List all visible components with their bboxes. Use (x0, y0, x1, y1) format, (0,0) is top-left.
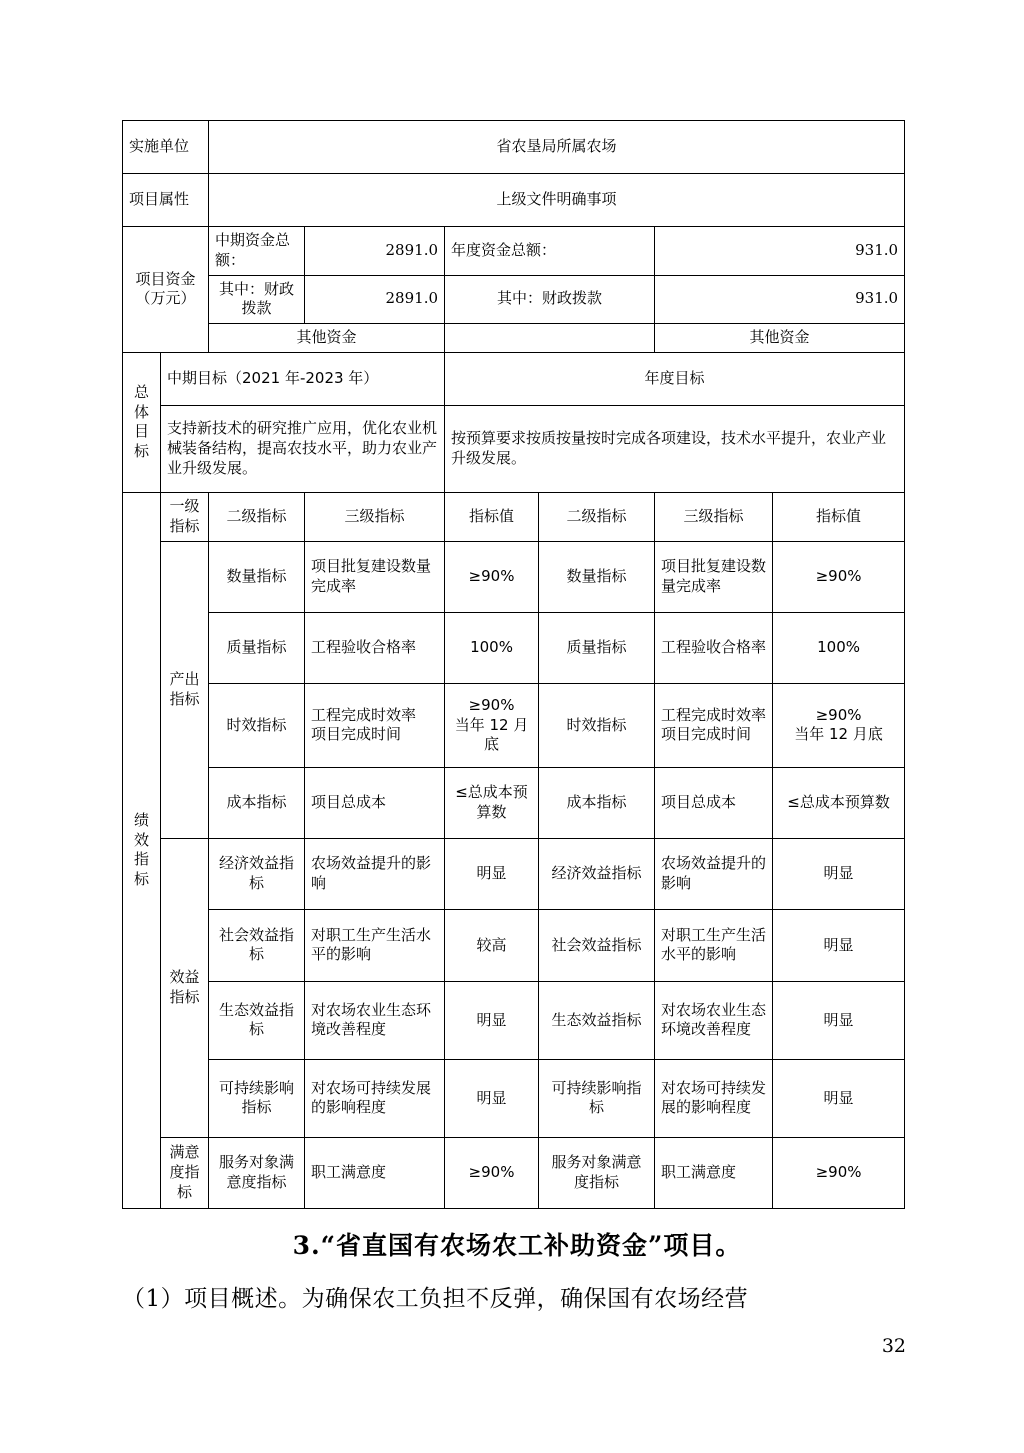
table-row (123, 612, 905, 683)
indicator-l2: 时效指标 (209, 683, 305, 767)
mid-fiscal-value: 2891.0 (305, 275, 445, 324)
attribute-value: 上级文件明确事项 (209, 174, 905, 227)
indicator-value: 明显 (445, 981, 539, 1059)
level3-header-right: 三级指标 (655, 492, 773, 541)
indicator-l2-right: 经济效益指标 (539, 838, 655, 909)
indicator-value (445, 683, 539, 767)
table-row (123, 541, 905, 612)
attribute-label: 项目属性 (123, 174, 209, 227)
performance-label: 绩 效 指 标 (123, 492, 161, 1208)
indicator-l2: 社会效益指标 (209, 909, 305, 981)
mid-other-value (445, 324, 655, 353)
level2-header: 二级指标 (209, 492, 305, 541)
table-row (123, 174, 905, 227)
indicator-l3-right: 对农场可持续发展的影响程度 (655, 1059, 773, 1137)
indicator-value: ≥90% (445, 541, 539, 612)
indicator-l3: 对农场农业生态环境改善程度 (305, 981, 445, 1059)
indicator-value-right: 明显 (773, 909, 905, 981)
satisfaction-label (161, 1137, 209, 1208)
indicator-l2-right: 生态效益指标 (539, 981, 655, 1059)
table-row (123, 275, 905, 324)
table-row (123, 683, 905, 767)
indicator-l3: 工程验收合格率 (305, 612, 445, 683)
funds-label-line1: 项目资金 (135, 269, 196, 288)
indicator-value-right: 明显 (773, 1059, 905, 1137)
table-row (123, 324, 905, 353)
benefit-label-line2: 指标 (169, 987, 200, 1006)
indicator-l3-right: 工程验收合格率 (655, 612, 773, 683)
indicator-l2: 成本指标 (209, 767, 305, 838)
table-row (123, 981, 905, 1059)
funds-label-line2: （万元） (135, 289, 196, 308)
indicator-value-right: 明显 (773, 838, 905, 909)
benefit-label-line1: 效益 (169, 968, 200, 987)
section-heading: 3.“省直国有农场农工补助资金”项目。 (292, 1231, 742, 1260)
unit-value: 省农垦局所属农场 (209, 121, 905, 174)
table-row (123, 227, 905, 276)
table-row (123, 909, 905, 981)
indicator-l2-right: 服务对象满意度指标 (539, 1137, 655, 1208)
mid-total-value: 2891.0 (305, 227, 445, 276)
output-label-line1: 产出 (169, 670, 200, 689)
indicator-l3-line1: 工程完成时效率 (311, 705, 417, 724)
indicator-l2-right: 质量指标 (539, 612, 655, 683)
indicator-l3-right-line1: 工程完成时效率 (661, 705, 767, 724)
section-paragraph: （1）项目概述。为确保农工负担不反弹，确保国有农场经营 (122, 1286, 749, 1312)
overall-goal-label: 总 体 目 标 (123, 352, 161, 492)
indicator-value: 明显 (445, 838, 539, 909)
indicator-value: ≥90% (445, 1137, 539, 1208)
year-fiscal-label: 其中：财政拨款 (445, 275, 655, 324)
indicator-l2: 生态效益指标 (209, 981, 305, 1059)
indicator-l3: 项目总成本 (305, 767, 445, 838)
indicator-l2: 服务对象满意度指标 (209, 1137, 305, 1208)
indicator-l3-right (655, 683, 773, 767)
benefit-label (161, 838, 209, 1137)
year-goal-text: 按预算要求按质按量按时完成各项建设，技术水平提升，农业产业升级发展。 (445, 405, 905, 492)
indicator-l3: 农场效益提升的影响 (305, 838, 445, 909)
table-row (123, 352, 905, 405)
indicator-l2: 可持续影响指标 (209, 1059, 305, 1137)
funds-label (123, 227, 209, 353)
indicator-l3-right: 项目总成本 (655, 767, 773, 838)
indicator-l3: 职工满意度 (305, 1137, 445, 1208)
indicator-l2: 数量指标 (209, 541, 305, 612)
satisfaction-label-line3: 标 (177, 1182, 193, 1201)
mid-total-label: 中期资金总额： (209, 227, 305, 276)
indicator-l3-right: 职工满意度 (655, 1137, 773, 1208)
indicator-l2-right: 成本指标 (539, 767, 655, 838)
table-row (123, 492, 905, 541)
year-other-label: 其他资金 (655, 324, 905, 353)
year-goal-header: 年度目标 (445, 352, 905, 405)
table-row (123, 767, 905, 838)
indicator-l3: 对农场可持续发展的影响程度 (305, 1059, 445, 1137)
table-row (123, 1137, 905, 1208)
indicator-l2: 经济效益指标 (209, 838, 305, 909)
indicator-l2-right: 社会效益指标 (539, 909, 655, 981)
table-row (123, 405, 905, 492)
indicator-value-right (773, 683, 905, 767)
indicator-value: 较高 (445, 909, 539, 981)
output-label (161, 541, 209, 838)
unit-label: 实施单位 (123, 121, 209, 174)
value-header: 指标值 (445, 492, 539, 541)
mid-goal-header: 中期目标（2021 年-2023 年） (161, 352, 445, 405)
year-fiscal-value: 931.0 (655, 275, 905, 324)
indicator-value-right: ≥90% (773, 1137, 905, 1208)
indicator-value-right-line2: 当年 12 月底 (794, 725, 883, 744)
indicator-l3-right-line2: 项目完成时间 (661, 725, 752, 744)
performance-target-table-wrapper (122, 120, 904, 1209)
satisfaction-label-line2: 度指 (169, 1163, 200, 1182)
document-body (122, 1226, 912, 1317)
satisfaction-label-line1: 满意 (169, 1143, 200, 1162)
indicator-value-right-line1: ≥90% (815, 705, 862, 724)
year-total-label: 年度资金总额： (445, 227, 655, 276)
indicator-value-line1: ≥90% (468, 695, 515, 714)
output-label-line2: 指标 (169, 689, 200, 708)
indicator-l3: 对职工生产生活水平的影响 (305, 909, 445, 981)
performance-target-table (122, 120, 905, 1209)
indicator-value-right: 100% (773, 612, 905, 683)
mid-fiscal-label: 其中：财政拨款 (209, 275, 305, 324)
indicator-value-right: 明显 (773, 981, 905, 1059)
indicator-value: 100% (445, 612, 539, 683)
page-number: 32 (881, 1335, 906, 1357)
indicator-l3-right: 项目批复建设数量完成率 (655, 541, 773, 612)
indicator-l3-right: 农场效益提升的影响 (655, 838, 773, 909)
indicator-l2-right: 数量指标 (539, 541, 655, 612)
indicator-l3: 项目批复建设数量完成率 (305, 541, 445, 612)
indicator-l3 (305, 683, 445, 767)
indicator-l3-right: 对农场农业生态环境改善程度 (655, 981, 773, 1059)
mid-goal-text: 支持新技术的研究推广应用，优化农业机械装备结构，提高农技水平，助力农业产业升级发展。 (161, 405, 445, 492)
level3-header: 三级指标 (305, 492, 445, 541)
indicator-value-right: ≥90% (773, 541, 905, 612)
level1-header-text: 一级指标 (169, 497, 200, 535)
indicator-l3-right: 对职工生产生活水平的影响 (655, 909, 773, 981)
level2-header-right: 二级指标 (539, 492, 655, 541)
table-row (123, 1059, 905, 1137)
value-header-right: 指标值 (773, 492, 905, 541)
table-row (123, 121, 905, 174)
indicator-value-line2: 当年 12 月底 (454, 715, 529, 754)
indicator-l3-line2: 项目完成时间 (311, 725, 402, 744)
indicator-value: 明显 (445, 1059, 539, 1137)
indicator-value-right: ≤总成本预算数 (773, 767, 905, 838)
mid-other-label: 其他资金 (209, 324, 445, 353)
indicator-l2: 质量指标 (209, 612, 305, 683)
year-total-value: 931.0 (655, 227, 905, 276)
indicator-value: ≤总成本预算数 (445, 767, 539, 838)
indicator-l2-right: 时效指标 (539, 683, 655, 767)
table-row (123, 838, 905, 909)
level1-header (161, 492, 209, 541)
indicator-l2-right: 可持续影响指标 (539, 1059, 655, 1137)
